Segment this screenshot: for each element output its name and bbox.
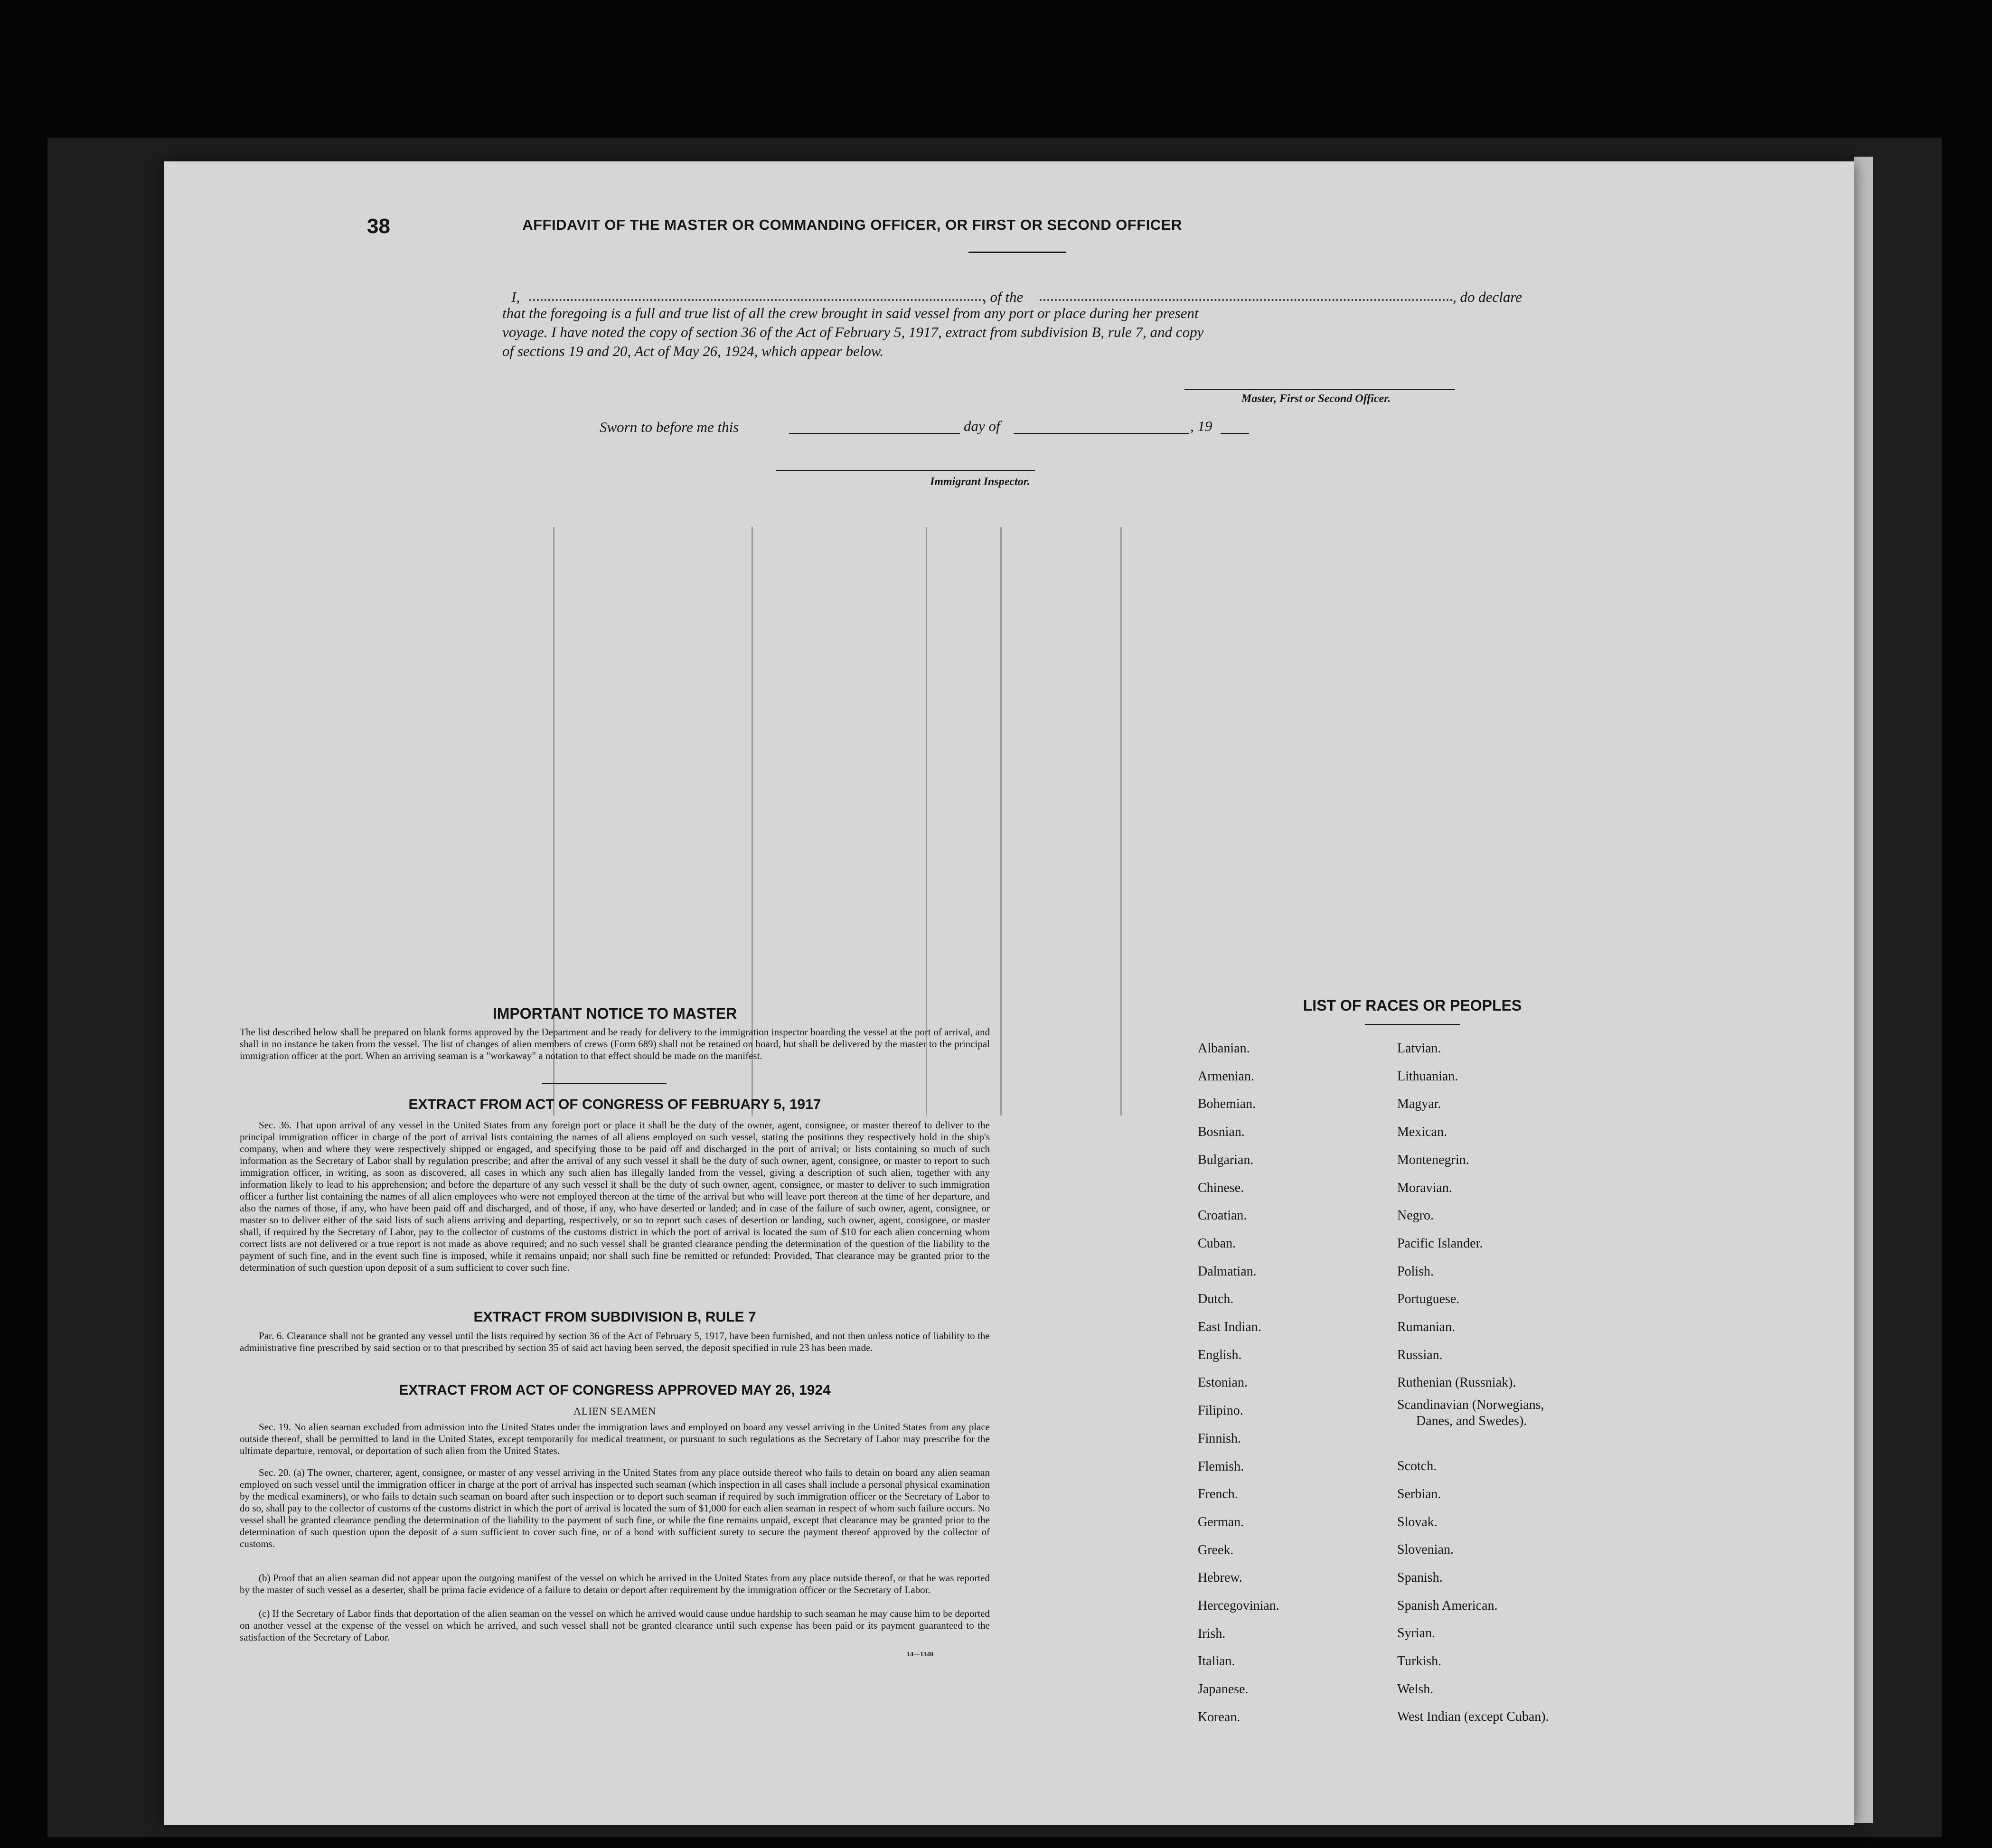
race-item: Flemish. — [1198, 1459, 1244, 1474]
race-item: Moravian. — [1397, 1180, 1452, 1195]
race-item: Polish. — [1397, 1264, 1434, 1279]
divider — [542, 1083, 667, 1084]
page-number: 38 — [367, 215, 390, 238]
affidavit-body-line: of sections 19 and 20, Act of May 26, 1924, which appear below. — [502, 343, 884, 359]
extract-1924-title: EXTRACT FROM ACT OF CONGRESS APPROVED MAY 26, 1924 — [399, 1382, 831, 1398]
race-item: Scotch. — [1397, 1459, 1437, 1474]
race-item: Filipino. — [1198, 1403, 1243, 1418]
extract-rule7-text: Par. 6. Clearance shall not be granted any vessel until the lists required by section 36 of the Act of February 5, 1917, have been furnished, and not then unless notice of liability to the administrative fine prescribed by said section or to that prescribed by section 35 of said act having been served, the deposit specified in rule 23 has been made. — [240, 1330, 990, 1353]
inspector-line — [776, 470, 1035, 471]
race-item: Bosnian. — [1198, 1125, 1245, 1140]
race-item: Albanian. — [1198, 1041, 1250, 1056]
form-page — [164, 161, 1854, 1825]
race-item: Croatian. — [1198, 1208, 1247, 1223]
race-item: Bulgarian. — [1198, 1152, 1254, 1167]
extract-1924-subtitle: ALIEN SEAMEN — [573, 1405, 656, 1417]
race-item: Montenegrin. — [1397, 1152, 1469, 1167]
notice-title: IMPORTANT NOTICE TO MASTER — [492, 1005, 737, 1022]
sec20a-text: Sec. 20. (a) The owner, charterer, agent, consignee, or master of any vessel arriving in the United States from any place outside thereof who fails to detain on board any alien seaman employed on such vessel until the immigration officer in charge at the port of arrival has inspected such seaman (which inspection in all cases shall include a personal physical examination by the medical examiners), or who fails to detain such seaman on board after such inspection or to deport such seaman if required by such immigration officer or the Secretary of Labor to do so, shall pay to the collector of customs of the customs district in which the port of arrival is located the sum of $1,000 for each alien seaman in respect of whom such failure occurs. No vessel shall be granted clearance pending the determination of the liability to the payment of such fine, or while the fine remains unpaid, except that clearance may be granted prior to the determination of such question upon the deposit of a sum sufficient to cover such fine, or of a bond with sufficient surety to secure the payment thereof approved by the collector of customs. — [240, 1467, 990, 1549]
race-item: Danes, and Swedes). — [1416, 1414, 1527, 1429]
race-item: Rumanian. — [1397, 1320, 1456, 1335]
race-item: Greek. — [1198, 1542, 1234, 1557]
race-item: Magyar. — [1397, 1097, 1441, 1112]
race-item: English. — [1198, 1347, 1242, 1362]
extract-1917-title: EXTRACT FROM ACT OF CONGRESS OF FEBRUARY 5, 1917 — [408, 1097, 821, 1112]
races-right-column — [1397, 1035, 1549, 1731]
title-underline — [968, 252, 1066, 253]
year-blank — [1221, 433, 1249, 434]
race-item: Russian. — [1397, 1347, 1443, 1362]
race-item: Welsh. — [1397, 1681, 1434, 1697]
race-item: Chinese. — [1198, 1180, 1244, 1195]
inspector-label: Immigrant Inspector. — [930, 476, 1030, 488]
race-item: Irish. — [1198, 1626, 1226, 1641]
signature-label: Master, First or Second Officer. — [1241, 393, 1391, 405]
bleed-through-line — [1000, 527, 1002, 1116]
race-item: Spanish American. — [1397, 1598, 1498, 1613]
race-item: Hercegovinian. — [1198, 1598, 1279, 1613]
race-item: Portuguese. — [1397, 1292, 1460, 1307]
sec20c-text: (c) If the Secretary of Labor finds that deportation of the alien seaman on the vessel on which he arrived would cause undue hardship to such seaman he may cause him to be deported on another vessel at the expense of the vessel on which he arrived, and such vessel shall not be granted clearance until such expense has been paid or its payment guaranteed to the satisfaction of the Secretary of Labor. — [240, 1608, 990, 1643]
races-left-column — [1198, 1035, 1279, 1732]
race-item: Ruthenian (Russniak). — [1397, 1375, 1516, 1390]
signature-line — [1184, 389, 1455, 390]
race-item: Korean. — [1198, 1709, 1240, 1725]
bleed-through-line — [1120, 527, 1122, 1116]
race-item: Cuban. — [1198, 1236, 1236, 1251]
races-title: LIST OF RACES OR PEOPLES — [1303, 997, 1522, 1014]
race-item: Latvian. — [1397, 1041, 1441, 1056]
race-item: East Indian. — [1198, 1320, 1261, 1335]
year-prefix: , 19 — [1190, 418, 1212, 434]
race-item: Slovak. — [1397, 1514, 1438, 1529]
vessel-blank — [1040, 299, 1453, 301]
race-item: Syrian. — [1397, 1626, 1436, 1641]
declare-i: I, — [511, 289, 520, 305]
affidavit-title: AFFIDAVIT OF THE MASTER OR COMMANDING OFFICER, OR FIRST OR SECOND OFFICER — [522, 216, 1182, 233]
sworn-day-blank — [789, 433, 960, 434]
notice-text: The list described below shall be prepared on blank forms approved by the Department and be ready for delivery to the immigration inspector boarding the vessel at the port of arrival, and shall in no instance be taken from the vessel. The list of changes of alien members of crews (Form 689) shall not be retained on board, but shall be delivered by the master to the principal immigration officer at the port. When an arriving seaman is a "workaway" a notation to that effect should be made on the manifest. — [240, 1026, 990, 1061]
day-of-text: day of — [964, 418, 1000, 434]
sworn-month-blank — [1014, 433, 1189, 434]
race-item: Japanese. — [1198, 1682, 1249, 1697]
race-item: Lithuanian. — [1397, 1069, 1458, 1084]
race-item: Negro. — [1397, 1208, 1434, 1223]
declare-end: , do declare — [1453, 289, 1522, 305]
affidavit-body-line: that the foregoing is a full and true list of all the crew brought in said vessel from any port or place during her present — [502, 305, 1199, 321]
race-item: German. — [1198, 1514, 1244, 1529]
race-item: Slovenian. — [1397, 1542, 1454, 1557]
race-item: Serbian. — [1397, 1486, 1441, 1501]
sworn-text: Sworn to before me this — [600, 419, 739, 435]
extract-rule7-title: EXTRACT FROM SUBDIVISION B, RULE 7 — [473, 1309, 756, 1325]
affidavit-body-line: voyage. I have noted the copy of section 36 of the Act of February 5, 1917, extract from subdivision B, rule 7, and copy — [502, 324, 1204, 340]
extract-1917-text: Sec. 36. That upon arrival of any vessel in the United States from any foreign port or place it shall be the duty of the owner, agent, consignee, or master thereof to deliver to the principal immigration officer in charge of the port of arrival lists containing the names of all aliens employed on such vessel, stating the positions they respectively hold in the ship's company, when and where they were respectively shipped or engaged, and specifying those to be paid off and discharged in the port of arrival; or lists containing so much of such information as the Secretary of Labor shall by regulation prescribe; and after the arrival of any such vessel it shall be the duty of such owner, agent, consignee, or master to report to such immigration officer, in writing, as soon as discovered, all cases in which any such alien has illegally landed from the vessel, giving a description of such alien, together with any information likely to lead to his apprehension; and before the departure of any such vessel it shall be the duty of such owner, agent, consignee, or master to deliver to such immigration officer a further list containing the names of all alien employees who were not employed thereon at the time of the arrival but who will leave port thereon at the time of her departure, and also the names of those, if any, who have been paid off and discharged, and of those, if any, who have deserted or landed; and in case of the failure of such owner, agent, consignee, or master so to deliver either of the said lists of such aliens arriving and departing, respectively, or so to report such cases of desertion or landing, such owner, agent, consignee, or master shall, if required by the Secretary of Labor, pay to the collector of customs of the customs district in which the port of arrival is located the sum of $10 for each alien concerning whom correct lists are not delivered or a true report is not made as above required; and no such vessel shall be granted clearance pending the determination of the question of the liability to the payment of such fine, and in the event such fine is imposed, while it remains unpaid; nor shall such fine be remitted or refunded: Provided, That clearance may be granted prior to the determination of such question upon deposit of a sum sufficient to cover such fine. — [240, 1119, 990, 1273]
sec20b-text: (b) Proof that an alien seaman did not appear upon the outgoing manifest of the vessel on which he arrived in the United States from any place outside thereof, or that he was reported by the master of such vessel as a deserter, shall be prima facie evidence of a failure to detain or deport after requirement by the immigration officer or the Secretary of Labor. — [240, 1572, 990, 1595]
form-code: 14—1340 — [907, 1651, 933, 1658]
race-item: Hebrew. — [1198, 1570, 1242, 1585]
sec19-text: Sec. 19. No alien seaman excluded from admission into the United States under the immigration laws and employed on board any vessel arriving in the United States from any place outside thereof, shall be permitted to land in the United States, except temporarily for medical treatment, or pursuant to such regulations as the Secretary of Labor may prescribe for the ultimate departure, removal, or deportation of such alien from the United States. — [240, 1421, 990, 1456]
race-item: Pacific Islander. — [1397, 1236, 1483, 1251]
race-item: Estonian. — [1198, 1375, 1248, 1390]
race-item: Dalmatian. — [1198, 1264, 1257, 1279]
race-item: Finnish. — [1198, 1431, 1241, 1446]
race-item: French. — [1198, 1487, 1238, 1502]
race-item: Turkish. — [1397, 1654, 1442, 1669]
name-blank — [529, 299, 985, 301]
race-item: Bohemian. — [1198, 1097, 1256, 1112]
races-underline — [1365, 1024, 1460, 1025]
affidavit-body — [502, 304, 1203, 361]
race-item: Dutch. — [1198, 1292, 1234, 1307]
race-item: Spanish. — [1397, 1570, 1443, 1585]
race-item: Italian. — [1198, 1654, 1235, 1669]
race-item: West Indian (except Cuban). — [1397, 1709, 1549, 1725]
declare-of-the: , of the — [983, 289, 1024, 305]
race-item: Armenian. — [1198, 1069, 1254, 1084]
race-item: Scandinavian (Norwegians, — [1397, 1398, 1544, 1413]
race-item: Mexican. — [1397, 1125, 1447, 1140]
page-edge — [1854, 157, 1873, 1823]
